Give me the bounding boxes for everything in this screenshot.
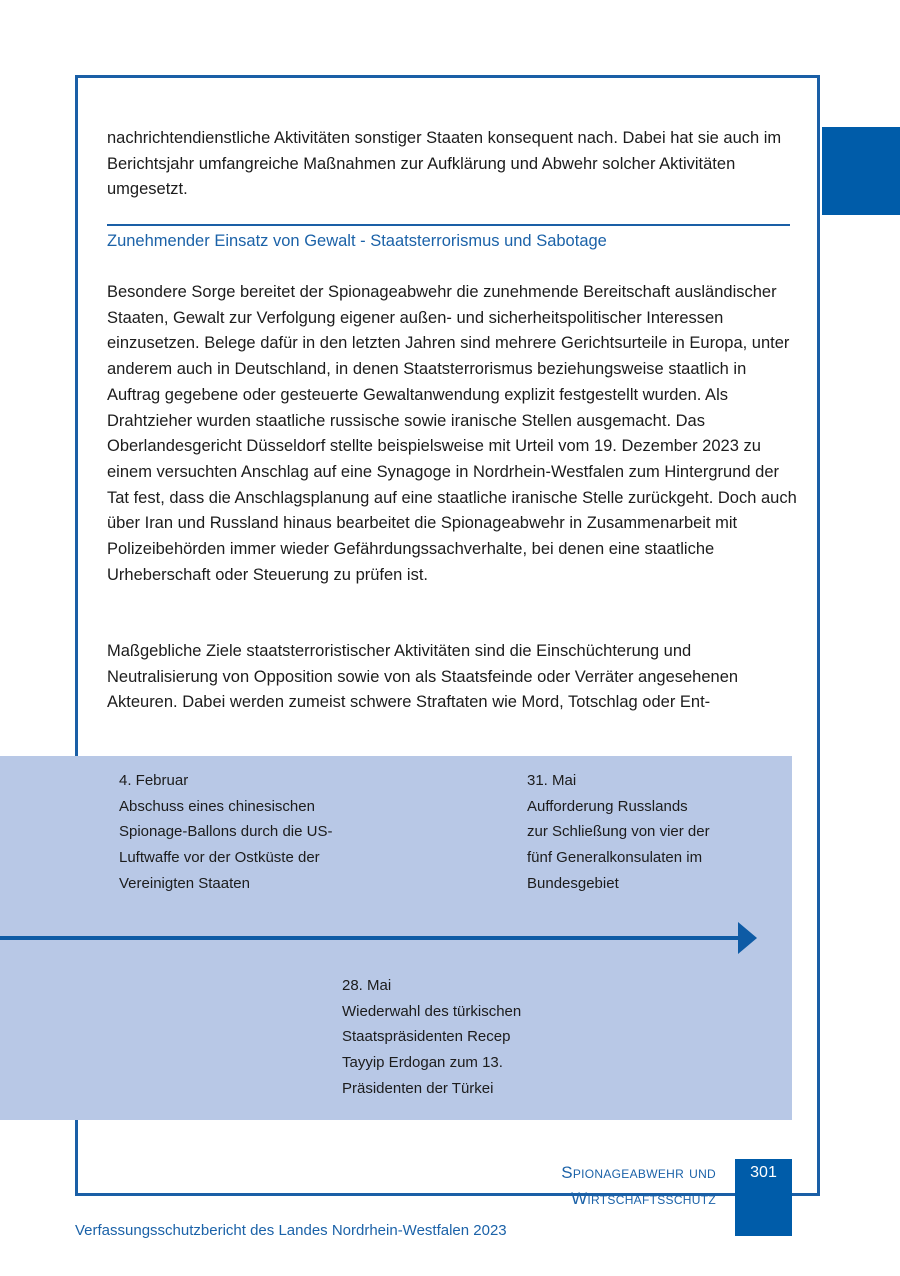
event-line: Luftwaffe vor der Ostküste der: [119, 849, 320, 867]
event-line: Abschuss eines chinesischen: [119, 797, 315, 815]
timeline-event-feb-4: [119, 768, 359, 897]
event-line: Aufforderung Russlands: [527, 797, 688, 815]
timeline-event-may-31: [527, 768, 747, 897]
page-number: 301: [750, 1164, 777, 1181]
event-line: Präsidenten der Türkei: [342, 1079, 494, 1097]
event-line: zur Schließung von vier der: [527, 823, 710, 841]
event-line: Staatspräsidenten Recep: [342, 1028, 511, 1046]
intro-paragraph: nachrichtendienstliche Aktivitäten sonstiger Staaten konsequent nach. Dabei hat sie auch im Berichtsjahr umfangreiche Maßnahmen zur Aufklärung und Abwehr solcher Aktivitäten umgesetzt.: [107, 129, 782, 199]
event-line: Vereinigten Staaten: [119, 874, 250, 892]
event-date: 28. Mai: [342, 977, 392, 994]
event-line: fünf Generalkonsulaten im: [527, 849, 703, 867]
event-line: Tayyip Erdogan zum 13.: [342, 1054, 503, 1072]
chapter-title: Spionageabwehr und Wirtschaftsschutz: [561, 1163, 716, 1208]
event-date: 31. Mai: [527, 772, 577, 789]
section-heading: Zunehmender Einsatz von Gewalt - Staatsterrorismus und Sabotage: [107, 232, 607, 250]
timeline-arrow-icon: [738, 922, 757, 954]
timeline-panel: [0, 756, 792, 1120]
body-paragraph-1: Besondere Sorge bereitet der Spionageabwehr die zunehmende Bereitschaft ausländischer Staaten, Gewalt zur Verfolgung eigener außen- und sicherheitspolitischer Interessen einzusetzen. Belege dafür in den letzten Jahren sind mehrere Gerichtsurteile in Europa, unter anderem auch in Deutschland, in denen Staatsterrorismus beziehungsweise staatlich in Auftrag gegebene oder gesteuerte Gewaltanwendung explizit festgestellt wurden. Als Drahtzieher wurden staatliche russische sowie iranische Stellen ausgemacht. Das Oberlandesgericht Düsseldorf stellte beispielsweise mit Urteil vom 19. Dezember 2023 zu einem versuchten Anschlag auf eine Synagoge in Nordrhein-Westfalen zum Hintergrund der Tat fest, dass die Anschlagsplanung auf eine staatliche iranische Stelle zurückgeht. Doch auch über Iran und Russland hinaus bearbeitet die Spionageabwehr in Zusammenarbeit mit Polizeibehörden immer wieder Gefährdungssachverhalte, bei denen eine staatliche Urheberschaft oder Steuerung zu prüfen ist.: [107, 283, 797, 584]
event-line: Wiederwahl des türkischen: [342, 1002, 522, 1020]
section-divider: [107, 224, 790, 226]
body-paragraph-2: Maßgebliche Ziele staatsterroristischer Aktivitäten sind die Einschüchterung und Neutralisierung von Opposition sowie von als Staatsfeinde oder Verräter angesehenen Akteuren. Dabei werden zumeist schwere Straftaten wie Mord, Totschlag oder Ent-: [107, 642, 739, 712]
report-title: Verfassungsschutzbericht des Landes Nordrhein-Westfalen 2023: [75, 1222, 507, 1239]
timeline-event-may-28: [342, 973, 562, 1102]
event-line: Bundesgebiet: [527, 874, 619, 892]
event-line: Spionage-Ballons durch die US-: [119, 823, 333, 841]
page-number-box: [735, 1159, 792, 1236]
timeline-axis-line: [0, 936, 740, 940]
chapter-side-tab: [822, 127, 900, 215]
event-date: 4. Februar: [119, 772, 189, 789]
